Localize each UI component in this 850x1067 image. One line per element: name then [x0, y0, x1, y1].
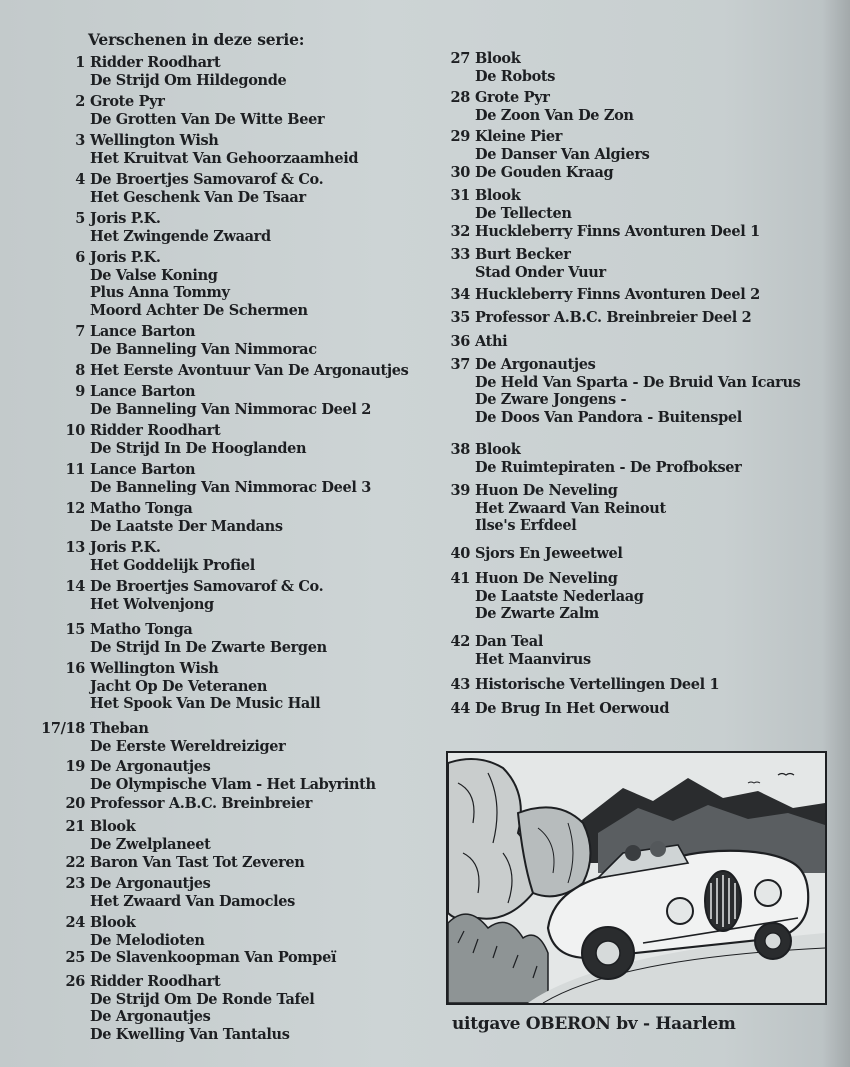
- entry-series-title: Blook: [475, 50, 521, 67]
- entry-number: 23: [65, 875, 85, 892]
- entry-series-title: Lance Barton: [90, 461, 196, 478]
- entry-number: 42: [450, 633, 470, 650]
- entry-album-title: De Tellecten: [475, 204, 572, 222]
- entry-number: 2: [75, 93, 85, 110]
- entry-album-title: Het Geschenk Van De Tsaar: [90, 188, 306, 206]
- entry-number: 16: [65, 660, 85, 677]
- entry-series-title: Het Eerste Avontuur Van De Argonautjes: [90, 362, 409, 379]
- entry-number: 32: [450, 223, 470, 240]
- series-heading: Verschenen in deze serie:: [88, 30, 305, 49]
- entry-number: 22: [65, 854, 85, 871]
- entry-number: 20: [65, 795, 85, 812]
- entry-number: 12: [65, 500, 85, 517]
- entry-album-title: Het Zwingende Zwaard: [90, 227, 271, 245]
- entry-series-title: Matho Tonga: [90, 621, 193, 638]
- entry-number: 25: [65, 949, 85, 966]
- entry-series-title: Professor A.B.C. Breinbreier Deel 2: [475, 309, 752, 326]
- entry-album-title: De Banneling Van Nimmorac Deel 2: [90, 400, 371, 418]
- entry-series-title: De Argonautjes: [90, 875, 211, 892]
- entry-series-title: Huckleberry Finns Avonturen Deel 2: [475, 286, 760, 303]
- entry-album-title: Ilse's Erfdeel: [475, 517, 577, 534]
- entry-number: 43: [450, 676, 470, 693]
- entry-album-title: De Strijd In De Hooglanden: [90, 439, 307, 457]
- entry-series-title: Wellington Wish: [90, 660, 219, 677]
- entry-album-title: De Strijd Om De Ronde Tafel: [90, 990, 315, 1008]
- entry-album-title: De Melodioten: [90, 931, 205, 949]
- entry-album-title: De Zware Jongens -: [475, 391, 627, 408]
- entry-album-title: De Banneling Van Nimmorac Deel 3: [90, 478, 371, 496]
- entry-number: 6: [75, 249, 85, 266]
- entry-series-title: De Broertjes Samovarof & Co.: [90, 171, 324, 188]
- entry-album-title: De Kwelling Van Tantalus: [90, 1025, 290, 1043]
- entry-album-title: Het Zwaard Van Reinout: [475, 499, 666, 517]
- entry-album-title: Het Maanvirus: [475, 650, 591, 668]
- entry-series-title: Blook: [475, 441, 521, 458]
- entry-series-title: De Argonautjes: [475, 356, 596, 373]
- entry-album-title: De Banneling Van Nimmorac: [90, 340, 317, 358]
- entry-number: 1: [75, 54, 85, 71]
- entry-album-title: De Eerste Wereldreiziger: [90, 737, 286, 755]
- entry-number: 8: [75, 362, 85, 379]
- entry-series-title: Lance Barton: [90, 383, 196, 400]
- entry-number: 19: [65, 758, 85, 775]
- entry-album-title: Het Zwaard Van Damocles: [90, 892, 295, 910]
- entry-number: 9: [75, 383, 85, 400]
- entry-series-title: Athi: [475, 333, 508, 350]
- entry-number: 41: [450, 570, 470, 587]
- entry-album-title: De Olympische Vlam - Het Labyrinth: [90, 775, 376, 793]
- entry-number: 11: [65, 461, 85, 478]
- entry-number: 7: [75, 323, 85, 340]
- entry-number: 24: [65, 914, 85, 931]
- entry-album-title: De Robots: [475, 67, 556, 85]
- entry-number: 39: [450, 482, 470, 499]
- entry-series-title: Lance Barton: [90, 323, 196, 340]
- entry-album-title: Het Kruitvat Van Gehoorzaamheid: [90, 149, 359, 167]
- entry-number: 31: [450, 187, 470, 204]
- car-illustration: [446, 751, 827, 1005]
- entry-album-title: De Zoon Van De Zon: [475, 106, 634, 124]
- entry-album-title: Het Wolvenjong: [90, 595, 214, 613]
- entry-album-title: Stad Onder Vuur: [475, 263, 606, 281]
- entry-number: 28: [450, 89, 470, 106]
- entry-series-title: De Gouden Kraag: [475, 164, 614, 181]
- entry-album-title: De Ruimtepiraten - De Profbokser: [475, 458, 742, 476]
- entry-number: 33: [450, 246, 470, 263]
- entry-number: 27: [450, 50, 470, 67]
- entry-number: 15: [65, 621, 85, 638]
- entry-number: 40: [450, 545, 470, 562]
- entry-number: 36: [450, 333, 470, 350]
- entry-album-title: De Valse Koning: [90, 266, 218, 284]
- entry-number: 34: [450, 286, 470, 303]
- entry-series-title: Huon De Neveling: [475, 570, 618, 587]
- entry-album-title: De Zwarte Zalm: [475, 605, 599, 622]
- entry-number: 30: [450, 164, 470, 181]
- entry-album-title: Plus Anna Tommy: [90, 284, 230, 301]
- entry-number: 14: [65, 578, 85, 595]
- entry-series-title: Sjors En Jeweetwel: [475, 545, 623, 562]
- entry-album-title: Moord Achter De Schermen: [90, 301, 308, 319]
- entry-series-title: Ridder Roodhart: [90, 973, 221, 990]
- entry-album-title: De Held Van Sparta - De Bruid Van Icarus: [475, 373, 801, 391]
- entry-number: 38: [450, 441, 470, 458]
- entry-series-title: Baron Van Tast Tot Zeveren: [90, 854, 305, 871]
- entry-series-title: Grote Pyr: [90, 93, 165, 110]
- entry-series-title: Blook: [90, 914, 136, 931]
- publisher-line: uitgave OBERON bv - Haarlem: [452, 1014, 736, 1034]
- entry-series-title: Grote Pyr: [475, 89, 550, 106]
- entry-number: 21: [65, 818, 85, 835]
- entry-series-title: Matho Tonga: [90, 500, 193, 517]
- entry-series-title: De Broertjes Samovarof & Co.: [90, 578, 324, 595]
- entry-number: 44: [450, 700, 470, 717]
- entry-series-title: Burt Becker: [475, 246, 571, 263]
- entry-album-title: Het Spook Van De Music Hall: [90, 695, 321, 712]
- entry-series-title: Joris P.K.: [90, 210, 161, 227]
- entry-number: 17/18: [41, 720, 85, 737]
- entry-series-title: De Brug In Het Oerwoud: [475, 700, 670, 717]
- entry-series-title: Theban: [90, 720, 149, 737]
- entry-series-title: Blook: [475, 187, 521, 204]
- entry-series-title: Ridder Roodhart: [90, 422, 221, 439]
- entry-series-title: Wellington Wish: [90, 132, 219, 149]
- entry-series-title: Professor A.B.C. Breinbreier: [90, 795, 313, 812]
- entry-series-title: Dan Teal: [475, 633, 544, 650]
- entry-number: 3: [75, 132, 85, 149]
- entry-number: 35: [450, 309, 470, 326]
- entry-album-title: De Danser Van Algiers: [475, 145, 650, 163]
- entry-album-title: De Strijd In De Zwarte Bergen: [90, 638, 327, 656]
- entry-series-title: Kleine Pier: [475, 128, 563, 145]
- entry-number: 26: [65, 973, 85, 990]
- entry-album-title: De Laatste Nederlaag: [475, 587, 644, 605]
- entry-album-title: De Doos Van Pandora - Buitenspel: [475, 408, 742, 426]
- entry-number: 10: [65, 422, 85, 439]
- entry-album-title: De Strijd Om Hildegonde: [90, 71, 287, 89]
- entry-series-title: Blook: [90, 818, 136, 835]
- entry-series-title: Joris P.K.: [90, 539, 161, 556]
- entry-album-title: De Argonautjes: [90, 1008, 211, 1025]
- entry-number: 29: [450, 128, 470, 145]
- entry-album-title: Jacht Op De Veteranen: [90, 677, 268, 695]
- entry-series-title: De Argonautjes: [90, 758, 211, 775]
- entry-series-title: Huon De Neveling: [475, 482, 618, 499]
- entry-album-title: Het Goddelijk Profiel: [90, 556, 255, 574]
- entry-number: 13: [65, 539, 85, 556]
- entry-series-title: Joris P.K.: [90, 249, 161, 266]
- entry-number: 5: [75, 210, 85, 227]
- entry-album-title: De Grotten Van De Witte Beer: [90, 110, 325, 128]
- entry-series-title: Historische Vertellingen Deel 1: [475, 676, 720, 693]
- entry-album-title: De Zwelplaneet: [90, 835, 211, 853]
- entry-number: 37: [450, 356, 470, 373]
- entry-number: 4: [75, 171, 85, 188]
- entry-album-title: De Laatste Der Mandans: [90, 517, 283, 535]
- entry-series-title: Huckleberry Finns Avonturen Deel 1: [475, 223, 760, 240]
- entry-series-title: Ridder Roodhart: [90, 54, 221, 71]
- entry-series-title: De Slavenkoopman Van Pompeï: [90, 949, 337, 966]
